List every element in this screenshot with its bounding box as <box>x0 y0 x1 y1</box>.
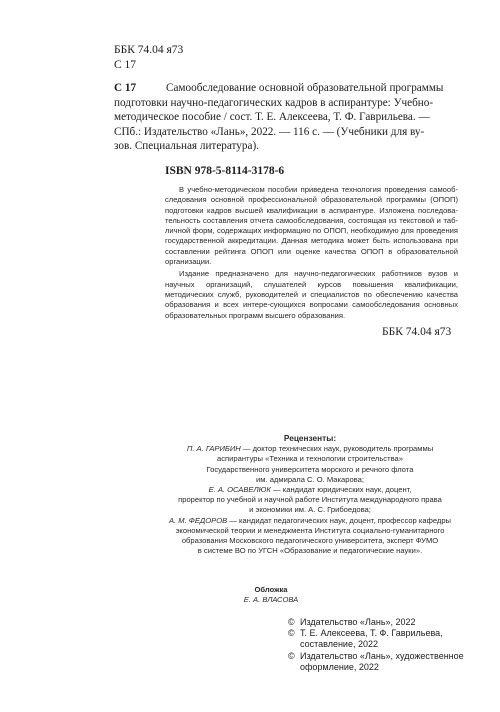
cover-credit-title: Обложка <box>254 585 288 594</box>
reviewer-text: — кандидат педагогических наук, доцент, профессор кафедры <box>227 515 452 525</box>
bbk-code: ББК 74.04 я73 <box>114 44 184 56</box>
bibliographic-record <box>114 81 458 154</box>
bib-title-line: Самообследование основной образовательной программы <box>166 82 444 94</box>
copyright-icon: © <box>288 628 295 639</box>
reviewer-line <box>160 485 460 495</box>
reviewer-line: в системе ВО по УГСН «Образование и педагогические науки». <box>197 546 423 556</box>
reviewer-line: и экономики им. А. С. Грибоедова; <box>249 505 371 515</box>
cover-credit <box>230 585 312 605</box>
copyright-text: Т. Е. Алексеева, Т. Ф. Гаврильева, составление, 2022 <box>300 628 443 650</box>
reviewers-block <box>160 433 460 556</box>
reviewer-line: образования Московского педагогического университета, эксперт ФУМО <box>181 536 439 546</box>
reviewer-name: П. А. ГАРИБИН <box>186 444 241 454</box>
annotation-paragraph: Издание предназначено для научно-педагогических работников вузов и научных организаций, слушателей курсов повышения квалификации, методических служб, руководителей и специалистов по обеспечению качества образования и всех интере-сующихся вопросами самообследования основных образовательных программ высшего образования. <box>165 269 458 320</box>
copyright-line <box>288 651 468 673</box>
bib-author-mark: С 17 <box>114 82 137 94</box>
reviewer-line: им. адмирала С. О. Макарова; <box>256 474 364 484</box>
copyright-line <box>288 617 468 628</box>
copyright-text: Издательство «Лань», художественное оформление, 2022 <box>300 650 464 672</box>
reviewer-line <box>160 444 460 454</box>
copyright-icon: © <box>288 617 295 627</box>
author-mark: С 17 <box>114 59 137 71</box>
bbk-index-bottom: ББК 74.04 я73 <box>382 326 452 338</box>
bib-line: зов. Специальная литература). <box>114 140 259 153</box>
reviewer-line: проректор по учебной и научной работе Института международного права <box>178 495 442 505</box>
copyright-line <box>288 628 468 650</box>
copyright-text: Издательство «Лань», 2022 <box>300 617 416 627</box>
bib-line: методическое пособие / сост. Т. Е. Алексеева, Т. Ф. Гаврильева. — <box>114 111 430 124</box>
bib-line: СПб.: Издательство «Лань», 2022. — 116 с. — (Учебники для ву- <box>114 125 425 138</box>
reviewer-line: Государственного университета морского и речного флота <box>206 464 414 474</box>
reviewer-name: А. М. ФЕДОРОВ <box>168 515 228 525</box>
reviewer-line: аспирантуры «Техника и технологии строительства» <box>217 454 403 464</box>
cover-designer-name: Е. А. ВЛАСОВА <box>243 595 299 604</box>
reviewers-heading: Рецензенты: <box>283 433 337 443</box>
bib-first-line <box>114 81 458 96</box>
reviewer-line <box>160 516 460 526</box>
reviewer-name: Е. А. ОСАВЕЛЮК <box>208 485 271 495</box>
annotation <box>165 185 458 321</box>
bib-line: подготовки научно-педагогических кадров в аспирантуре: Учебно- <box>114 96 434 109</box>
copyright-block <box>288 617 468 673</box>
reviewer-line: экономической теории и менеджмента Института социально-гуманитарного <box>175 525 445 535</box>
copyright-icon: © <box>288 650 295 661</box>
reviewer-text: — доктор технических наук, руководитель программы <box>240 444 434 454</box>
bbk-index-top <box>114 43 183 73</box>
annotation-paragraph: В учебно-методическом пособии приведена технология проведения самооб-следования основной профессиональной образовательной программы (ОПОП) подготовки кадров высшей квалификации в аспирантуре. Изложена последова-тельность составления отчета самообследования, состоящая из текстовой и таб-личной форм, содержащих информацию по ОПОП, необходимую для проведения государственной аккредитации. Данная методика может быть использована при составлении рейтинга ОПОП или оценке качества ОПОП в образовательной организации. <box>165 185 458 267</box>
reviewer-text: — кандидат юридических наук, доцент, <box>270 485 412 495</box>
isbn: ISBN 978-5-8114-3178-6 <box>165 165 285 177</box>
